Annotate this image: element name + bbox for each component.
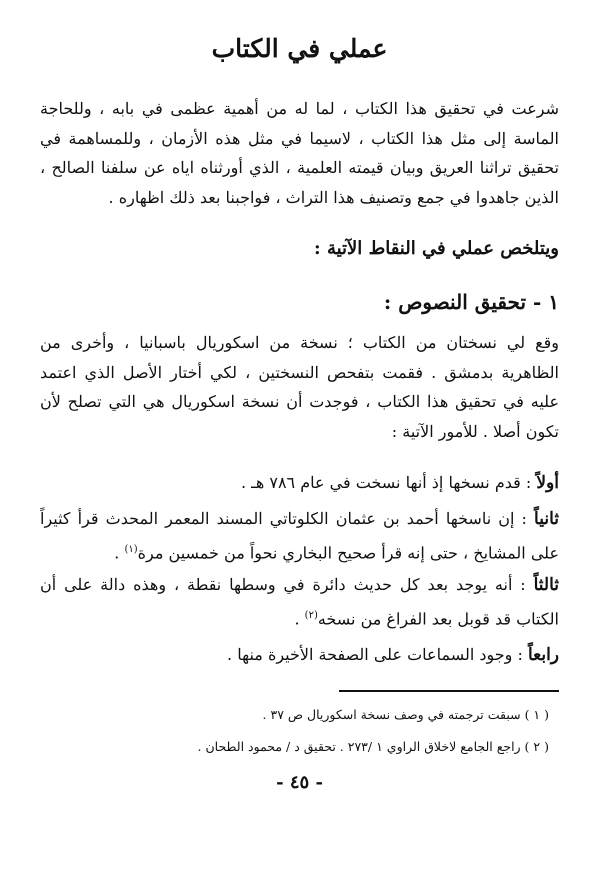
footnote: ( ٢ ) راجع الجامع لاخلاق الراوي ١ /٢٧٣ . تحقيق د / محمود الطحان . [197, 739, 549, 754]
list-item [40, 570, 559, 633]
list-item [40, 468, 559, 499]
section-paragraph: وقع لي نسختان من الكتاب ؛ نسخة من اسكوريال باسبانيا ، وأخرى من الظاهرية بدمشق . فقمت بتفحص النسختين ، لكي أختار الأصل الذي اعتمد عليه في تحقيق هذا الكتاب ، فوجدت أن نسخة اسكوريال هي التي تصلح لأن تكون أصلا . للأمور الآتية : [40, 333, 559, 441]
footnote-divider [339, 690, 559, 692]
intro-paragraph: شرعت في تحقيق هذا الكتاب ، لما له من أهمية عظمى في بابه ، وللحاجة الماسة إلى مثل هذا الكتاب ، لاسيما في مثل هذه الأزمان ، وللمساهمة في تحقيق تراثنا العريق وبيان قيمته العلمية ، الذي أورثناه اياه عن سلفنا الصالح ، الذين جاهدوا في جمع وتصنيف هذا التراث ، فواجبنا بعد ذلك اظهاره . [40, 99, 560, 207]
list-item [40, 504, 559, 567]
item-text: : وجود السماعات على الصفحة الأخيرة منها . [227, 645, 528, 664]
item-lead: رابعاً [527, 645, 559, 665]
footnote: ( ١ ) سبقت ترجمته في وصف نسخة اسكوريال ص ٣٧ . [262, 707, 549, 722]
item-lead: ثانياً [534, 509, 559, 529]
item-text: : إن ناسخها أحمد بن عثمان الكلوتاتي المسند المعمر المحدث قرأ كثيراً على المشايخ ، حتى إنه قرأ صحيح البخاري نحواً من خمسين مرة [40, 509, 559, 562]
item-text: : أنه يوجد بعد كل حديث دائرة في وسطها نقطة ، وهذه دالة على أن الكتاب قد قوبل بعد الفراغ من نسخه [40, 575, 559, 628]
summary-heading: ويتلخص عملي في النقاط الآتية : [314, 238, 559, 259]
item-lead: أولاً [536, 473, 559, 493]
page-number: - ٤٥ - [276, 772, 323, 793]
footnote-marker: (٢) [304, 609, 318, 621]
item-text-end: . [114, 542, 125, 562]
list-item [40, 640, 559, 671]
footnote-marker: (١) [124, 543, 138, 555]
item-text: : قدم نسخها إذ أنها نسخت في عام ٧٨٦ هـ . [240, 473, 537, 492]
item-lead: ثالثاً [533, 575, 559, 595]
section-title: ١ - تحقيق النصوص : [383, 290, 559, 314]
page-title: عملي في الكتاب [211, 34, 388, 63]
item-text-end: . [294, 608, 305, 628]
